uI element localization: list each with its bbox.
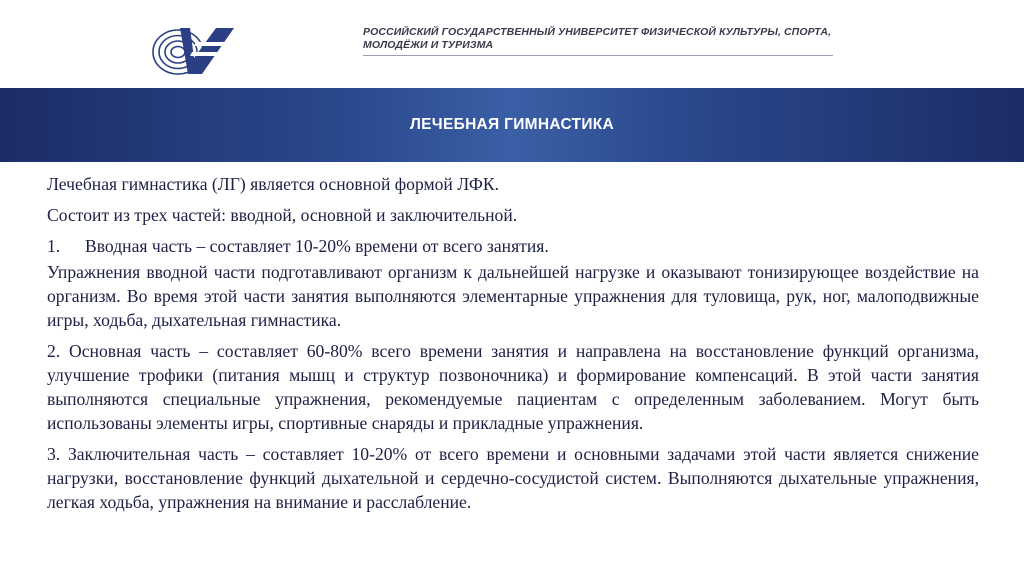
- parts-paragraph: Состоит из трех частей: вводной, основной и заключительной.: [47, 205, 518, 225]
- item3-paragraph: 3. Заключительная часть – составляет 10-20% от всего времени и основными задачами этой части является снижение нагрузки, восстановление функций дыхательной и сердечно-сосудистой систем. Выполняются дыхательные упражнения, легкая ходьба, упражнения на внимание и расслабление.: [47, 444, 979, 512]
- header-divider: [363, 55, 833, 56]
- slide-title: ЛЕЧЕБНАЯ ГИМНАСТИКА: [409, 116, 615, 133]
- item1-number: 1.: [47, 236, 61, 256]
- university-name-line2: МОЛОДЁЖИ И ТУРИЗМА: [363, 39, 494, 51]
- item2-paragraph: 2. Основная часть – составляет 60-80% всего времени занятия и направлена на восстановление функций организма, улучшение трофики (питания мышц и структур позвоночника) и формирование компенсаций. В этой части занятия выполняются специальные упражнения, рекомендуемые пациентам с определенным заболеванием. Могут быть использованы элементы игры, спортивные снаряды и прикладные упражнения.: [47, 341, 979, 433]
- title-banner: [0, 88, 1024, 162]
- intro-paragraph: Лечебная гимнастика (ЛГ) является основной формой ЛФК.: [47, 174, 499, 194]
- item1-title: [47, 234, 979, 258]
- slide-content: [47, 172, 979, 514]
- university-logo-icon: [150, 22, 236, 80]
- university-name-line1: РОССИЙСКИЙ ГОСУДАРСТВЕННЫЙ УНИВЕРСИТЕТ ФИЗИЧЕСКОЙ КУЛЬТУРЫ, СПОРТА,: [363, 26, 832, 38]
- item1-title-text: Вводная часть – составляет 10-20% времени от всего занятия.: [85, 236, 549, 256]
- item1-body: Упражнения вводной части подготавливают организм к дальнейшей нагрузке и оказывают тонизирующее воздействие на организм. Во время этой части занятия выполняются элементарные упражнения для туловища, рук, ног, малоподвижные игры, ходьба, дыхательная гимнастика.: [47, 262, 979, 330]
- header: [0, 0, 1024, 88]
- university-name: [363, 26, 863, 52]
